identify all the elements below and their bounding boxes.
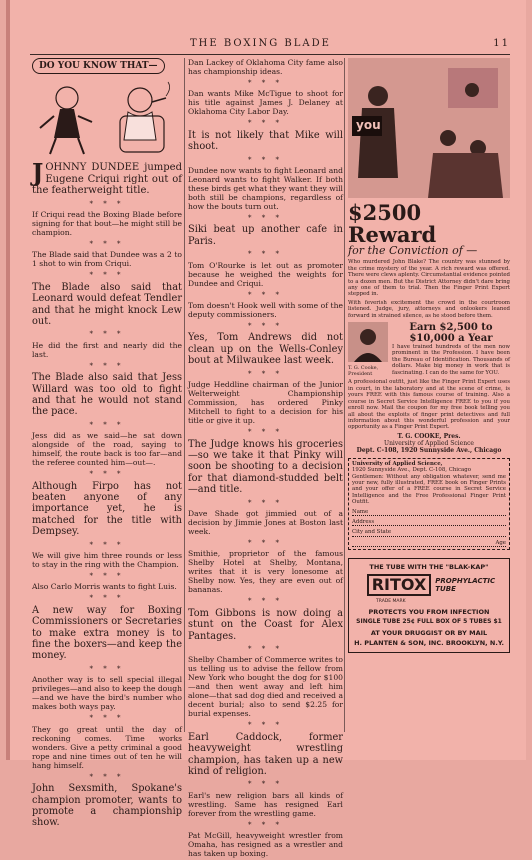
news-item: Smithie, proprietor of the famous Shelby Hotel at Shelby, Montana, writes that it is very lonesome at Shelby now. Yes, they are even out of bananas. xyxy=(188,549,343,595)
separator: * * * xyxy=(89,239,125,248)
news-item: Siki beat up another cafe in Paris. xyxy=(188,224,343,247)
news-item: A new way for Boxing Commissioners or Secretaries to make extra money is to fine the boxers—and keep the money. xyxy=(32,604,182,662)
cartoon-drawing xyxy=(32,76,182,158)
separator: * * * xyxy=(248,721,283,730)
separator: * * * xyxy=(248,119,283,128)
cartoon-illustration xyxy=(32,58,182,158)
news-item: Dundee now wants to fight Leonard and Leonard wants to fight Walker. If both these birds get what they want they will both still be champions, regardless of how the bouts turn out. xyxy=(188,166,343,212)
separator: * * * xyxy=(89,271,125,280)
column-right-ads xyxy=(348,58,510,653)
coupon-org: University of Applied Science, xyxy=(352,460,443,467)
news-item: Jess did as we said—he sat down alongside of the road, saying to himself, the route back is too far—and the referee counted him—out—. xyxy=(32,431,182,468)
ritox-product: PROPHYLACTIC TUBE xyxy=(435,576,496,593)
ritox-brand-row xyxy=(352,574,506,596)
separator: * * * xyxy=(89,572,125,581)
news-item: It is not likely that Mike will shoot. xyxy=(188,129,343,153)
ritox-line5: H. PLANTEN & SON, INC. BROOKLYN, N.Y. xyxy=(354,639,504,648)
running-header xyxy=(30,38,510,52)
news-item: The Blade also said that Leonard would defeat Tendler and that he might knock Lew out. xyxy=(32,281,182,327)
separator: * * * xyxy=(248,428,283,437)
separator: * * * xyxy=(89,330,125,339)
lead-paragraph xyxy=(32,158,182,197)
lead-text: OHNNY DUNDEE jumped Eugene Criqui right out of the featherweight title. xyxy=(32,162,182,196)
coupon-address-field[interactable] xyxy=(352,519,506,526)
publication-title: THE BOXING BLADE xyxy=(190,38,331,49)
cartoon-banner: DO YOU KNOW THAT— xyxy=(32,58,165,74)
news-item: John Sexsmith, Spokane's champion promoter, wants to promote a championship show. xyxy=(32,783,182,829)
sig-name: T. G. COOKE, Pres. xyxy=(397,432,461,440)
news-item: We will give him three rounds or less to stay in the ring with the Champion. xyxy=(32,551,182,570)
header-rule xyxy=(30,54,510,55)
coupon-address: 1920 Sunnyside Ave., Dept. C-108, Chicago xyxy=(352,467,471,474)
coupon-age-field[interactable] xyxy=(352,540,506,547)
separator: * * * xyxy=(248,322,283,331)
ad-signature xyxy=(348,433,510,454)
separator: * * * xyxy=(89,714,125,723)
coupon-city-field[interactable] xyxy=(352,529,506,536)
field-label-address: Address xyxy=(352,518,375,525)
news-item: Earl Caddock, former heavyweight wrestling champion, has taken up a new kind of religion. xyxy=(188,731,343,777)
news-item: Dave Shade got jimmied out of a decision by Jimmie Jones at Boston last week. xyxy=(188,508,343,536)
news-item: The Blade said that Dundee was a 2 to 1 shot to win from Criqui. xyxy=(32,250,182,269)
column-divider xyxy=(344,58,345,732)
separator: * * * xyxy=(89,199,125,208)
column-middle xyxy=(188,58,343,860)
ritox-trademark: TRADE MARK xyxy=(376,598,406,604)
image-caption-word: you xyxy=(356,118,381,132)
coupon-form[interactable] xyxy=(348,458,510,550)
separator: * * * xyxy=(89,594,125,603)
separator: * * * xyxy=(248,79,283,87)
news-item: Dan Lackey of Oklahoma City fame also has championship ideas. xyxy=(188,58,343,76)
separator: * * * xyxy=(89,420,125,429)
news-item: Tom Gibbons is now doing a stunt on the Coast for Alex Pantages. xyxy=(188,607,343,642)
separator: * * * xyxy=(248,369,283,378)
field-label-name: Name xyxy=(352,508,369,515)
news-item: Tom doesn't Hook well with some of the deputy commissioners. xyxy=(188,301,343,320)
ritox-line1: THE TUBE WITH THE "BLAK-KAP" xyxy=(369,563,489,572)
news-item: They go great until the day of reckoning comes. Time works wonders. Give a petty criminal a good rope and nine times out of ten he will hang himself. xyxy=(32,724,182,770)
news-item: Dan wants Mike McTigue to shoot for his title against James J. Delaney at Oklahoma City Labor Day. xyxy=(188,89,343,117)
ritox-line2: PROTECTS YOU FROM INFECTION xyxy=(368,608,490,616)
portrait-image xyxy=(348,322,388,362)
news-item: He did the first and nearly did the last. xyxy=(32,340,182,359)
separator: * * * xyxy=(248,538,283,547)
ritox-line4: AT YOUR DRUGGIST OR BY MAIL xyxy=(370,628,488,637)
earn-block xyxy=(348,322,510,377)
ritox-brand: RITOX xyxy=(367,574,432,596)
separator: * * * xyxy=(89,540,125,549)
ad-intro-2: With feverish excitement the crowd in the courtroom listened. Judge, jury, attorneys and onlookers leaned forward in strained silence, as he stood before them. xyxy=(348,299,510,319)
news-item: Another way is to sell special illegal privileges—and also to keep the dough—and we have the bird's number who makes both ways pay. xyxy=(32,675,182,712)
news-item: Judge Heddline chairman of the Junior Welterweight Championship Commission, has ordered Pinky Mitchell to fight to a decision for his title or give it up. xyxy=(188,380,343,426)
separator: * * * xyxy=(248,498,283,507)
ritox-ad xyxy=(348,558,510,652)
news-item: Yes, Tom Andrews did not clean up on the Wells-Conley bout at Milwaukee last week. xyxy=(188,332,343,367)
news-item: The Judge knows his groceries—so we take it that Pinky will soon be shooting to a decision for that diamond-studded belt—and title. xyxy=(188,438,343,496)
field-label-city: City and State xyxy=(352,529,392,536)
page-number: 11 xyxy=(493,38,510,49)
separator: * * * xyxy=(248,155,283,164)
reward-subheadline: for the Conviction of — xyxy=(348,244,478,257)
coupon-name-field[interactable] xyxy=(352,509,506,516)
news-item: Shelby Chamber of Commerce writes to us telling us to advise the fellow from New York who bought the dog for $100—and then went away and left him alone—that sad dog died and received a decent burial; also to send $2.25 for burial expenses. xyxy=(188,655,343,719)
separator: * * * xyxy=(89,470,125,479)
news-item: Also Carlo Morris wants to fight Luis. xyxy=(32,582,177,592)
portrait-caption: T. G. Cooke, President xyxy=(348,365,379,378)
ad-illustration xyxy=(348,58,510,198)
sig-org: University of Applied Science xyxy=(384,439,474,447)
news-item: Earl's new religion bars all kinds of wrestling. Same has resigned Earl forever from the wrestling game. xyxy=(188,790,343,818)
separator: * * * xyxy=(248,780,283,789)
separator: * * * xyxy=(248,644,283,653)
separator: * * * xyxy=(89,664,125,673)
separator: * * * xyxy=(248,214,283,223)
news-item: Pat McGill, heavyweight wrestler from Omaha, has resigned as a wrestler and has taken up boxing. xyxy=(188,831,343,859)
sig-address: Dept. C-108, 1920 Sunnyside Ave., Chicago xyxy=(356,446,502,454)
column-divider xyxy=(184,58,185,732)
separator: * * * xyxy=(248,820,283,829)
field-label-age: Age xyxy=(495,539,506,546)
separator: * * * xyxy=(248,290,283,299)
ad-intro: Who murdered John Blake? The country was stunned by the crime mystery of the year. A rich reward was offered. There were clews aplenty. Circumstantial evidence pointed to a dozen men. But the District Attorney didn't dare bring any one of them to trial. Then the Finger Print Expert stepped in. xyxy=(348,259,510,298)
news-item: Although Firpo has not beaten anyone of any importance yet, he is matched for the title with Dempsey. xyxy=(32,480,182,538)
news-item: The Blade also said that Jess Willard was too old to fight and that he would not stand the pace. xyxy=(32,372,182,418)
ritox-line3: SINGLE TUBE 25¢ FULL BOX OF 5 TUBES $1 xyxy=(356,618,502,626)
earn-title: Earn $2,500 to $10,000 a Year xyxy=(409,322,493,345)
separator: * * * xyxy=(89,361,125,370)
separator: * * * xyxy=(248,597,283,606)
magazine-page xyxy=(6,0,526,859)
earn-text: I have trained hundreds of the men now prominent in the Profession. I have been the Bureau of Identification. Thousands of dollars. Make big money in work that is fascinating. I can do the same for YOU. xyxy=(392,344,510,376)
drop-cap: J xyxy=(32,158,44,187)
column-left xyxy=(32,58,182,831)
separator: * * * xyxy=(248,250,283,259)
news-item: Tom O'Rourke is let out as promoter because he weighed the weights for Dundee and Criqui. xyxy=(188,260,343,288)
news-item: If Criqui read the Boxing Blade before signing for that bout—he might still be champion. xyxy=(32,209,182,237)
reward-headline: $2500 Reward xyxy=(348,200,437,247)
portrait-block xyxy=(348,322,388,377)
separator: * * * xyxy=(89,772,125,781)
ad-body: A professional outfit, just like the Finger Print Expert uses in court, in the laboratory and at the scene of crime, is yours FREE with this famous course of training. Also a course in Secret Service Intelligence FREE to you if you enroll now. Mail the coupon for my free book telling you all about the exploits of finger print detectives and full information about this wonderful profession and your opportunity as a Finger Print Expert. xyxy=(348,379,510,431)
coupon-text: Gentlemen: Without any obligation whatever, send me your new, fully illustrated, FREE book on Finger Prints and your offer of a FREE course in Secret Service Intelligence and the Free Professional Finger Print Outfit. xyxy=(352,473,506,506)
